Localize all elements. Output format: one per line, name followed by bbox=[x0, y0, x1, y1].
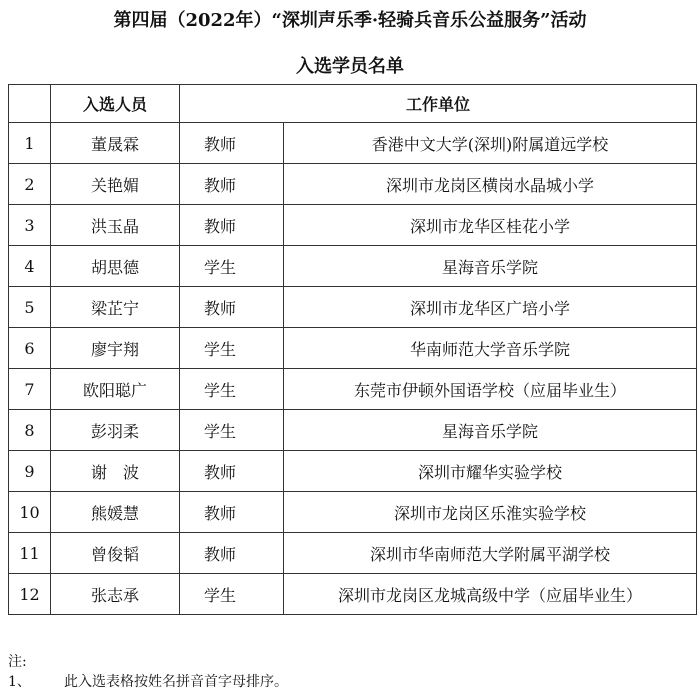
note-item bbox=[8, 672, 288, 692]
row-workplace-cell: 香港中文大学(深圳)附属道远学校 bbox=[284, 123, 697, 164]
row-name-cell: 欧阳聪广 bbox=[51, 369, 180, 410]
row-role-cell: 教师 bbox=[180, 451, 284, 492]
row-role-cell: 教师 bbox=[180, 287, 284, 328]
header-name: 入选人员 bbox=[51, 85, 180, 123]
roster-table-body bbox=[9, 123, 697, 615]
row-name-cell: 曾俊韬 bbox=[51, 533, 180, 574]
row-workplace-cell: 东莞市伊顿外国语学校（应届毕业生） bbox=[284, 369, 697, 410]
notes-label: 注: bbox=[8, 654, 27, 670]
table-row bbox=[9, 410, 697, 451]
header-workplace: 工作单位 bbox=[180, 85, 697, 123]
table-row bbox=[9, 205, 697, 246]
table-row bbox=[9, 574, 697, 615]
row-name-cell: 关艳媚 bbox=[51, 164, 180, 205]
row-number-cell: 10 bbox=[9, 492, 51, 533]
row-number-cell: 2 bbox=[9, 164, 51, 205]
row-role-cell: 教师 bbox=[180, 164, 284, 205]
row-workplace-cell: 星海音乐学院 bbox=[284, 246, 697, 287]
row-name-cell: 熊媛慧 bbox=[51, 492, 180, 533]
row-number-cell: 6 bbox=[9, 328, 51, 369]
row-workplace-cell: 深圳市龙岗区乐淮实验学校 bbox=[284, 492, 697, 533]
table-row bbox=[9, 123, 697, 164]
row-workplace-cell: 深圳市龙岗区横岗水晶城小学 bbox=[284, 164, 697, 205]
table-row bbox=[9, 164, 697, 205]
row-number-cell: 9 bbox=[9, 451, 51, 492]
table-row bbox=[9, 451, 697, 492]
row-number-cell: 4 bbox=[9, 246, 51, 287]
table-row bbox=[9, 287, 697, 328]
row-name-cell: 谢 波 bbox=[51, 451, 180, 492]
row-number-cell: 12 bbox=[9, 574, 51, 615]
row-workplace-cell: 深圳市华南师范大学附属平湖学校 bbox=[284, 533, 697, 574]
row-workplace-cell: 星海音乐学院 bbox=[284, 410, 697, 451]
row-workplace-cell: 深圳市龙岗区龙城高级中学（应届毕业生） bbox=[284, 574, 697, 615]
table-row bbox=[9, 328, 697, 369]
table-row bbox=[9, 246, 697, 287]
row-number-cell: 1 bbox=[9, 123, 51, 164]
row-name-cell: 董晟霖 bbox=[51, 123, 180, 164]
row-name-cell: 张志承 bbox=[51, 574, 180, 615]
row-name-cell: 廖宇翔 bbox=[51, 328, 180, 369]
row-name-cell: 彭羽柔 bbox=[51, 410, 180, 451]
row-role-cell: 学生 bbox=[180, 574, 284, 615]
row-role-cell: 学生 bbox=[180, 246, 284, 287]
roster-table bbox=[8, 84, 697, 615]
row-workplace-cell: 华南师范大学音乐学院 bbox=[284, 328, 697, 369]
row-number-cell: 3 bbox=[9, 205, 51, 246]
header-number bbox=[9, 85, 51, 123]
row-workplace-cell: 深圳市耀华实验学校 bbox=[284, 451, 697, 492]
row-workplace-cell: 深圳市龙华区桂花小学 bbox=[284, 205, 697, 246]
table-row bbox=[9, 533, 697, 574]
table-header-row bbox=[9, 85, 697, 123]
row-number-cell: 7 bbox=[9, 369, 51, 410]
row-role-cell: 教师 bbox=[180, 205, 284, 246]
row-role-cell: 教师 bbox=[180, 123, 284, 164]
table-row bbox=[9, 492, 697, 533]
row-name-cell: 洪玉晶 bbox=[51, 205, 180, 246]
row-number-cell: 8 bbox=[9, 410, 51, 451]
row-number-cell: 11 bbox=[9, 533, 51, 574]
notes-section bbox=[8, 652, 288, 692]
note-text: 此入选表格按姓名拼音首字母排序。 bbox=[64, 674, 288, 690]
row-role-cell: 学生 bbox=[180, 328, 284, 369]
row-role-cell: 学生 bbox=[180, 410, 284, 451]
row-name-cell: 胡思德 bbox=[51, 246, 180, 287]
row-name-cell: 梁芷宁 bbox=[51, 287, 180, 328]
row-role-cell: 学生 bbox=[180, 369, 284, 410]
row-role-cell: 教师 bbox=[180, 492, 284, 533]
note-number: 1、 bbox=[8, 674, 31, 690]
row-number-cell: 5 bbox=[9, 287, 51, 328]
row-workplace-cell: 深圳市龙华区广培小学 bbox=[284, 287, 697, 328]
document-subtitle: 入选学员名单 bbox=[296, 56, 404, 77]
row-role-cell: 教师 bbox=[180, 533, 284, 574]
table-row bbox=[9, 369, 697, 410]
document-title: 第四届（2022年）“深圳声乐季·轻骑兵音乐公益服务”活动 bbox=[113, 10, 587, 31]
